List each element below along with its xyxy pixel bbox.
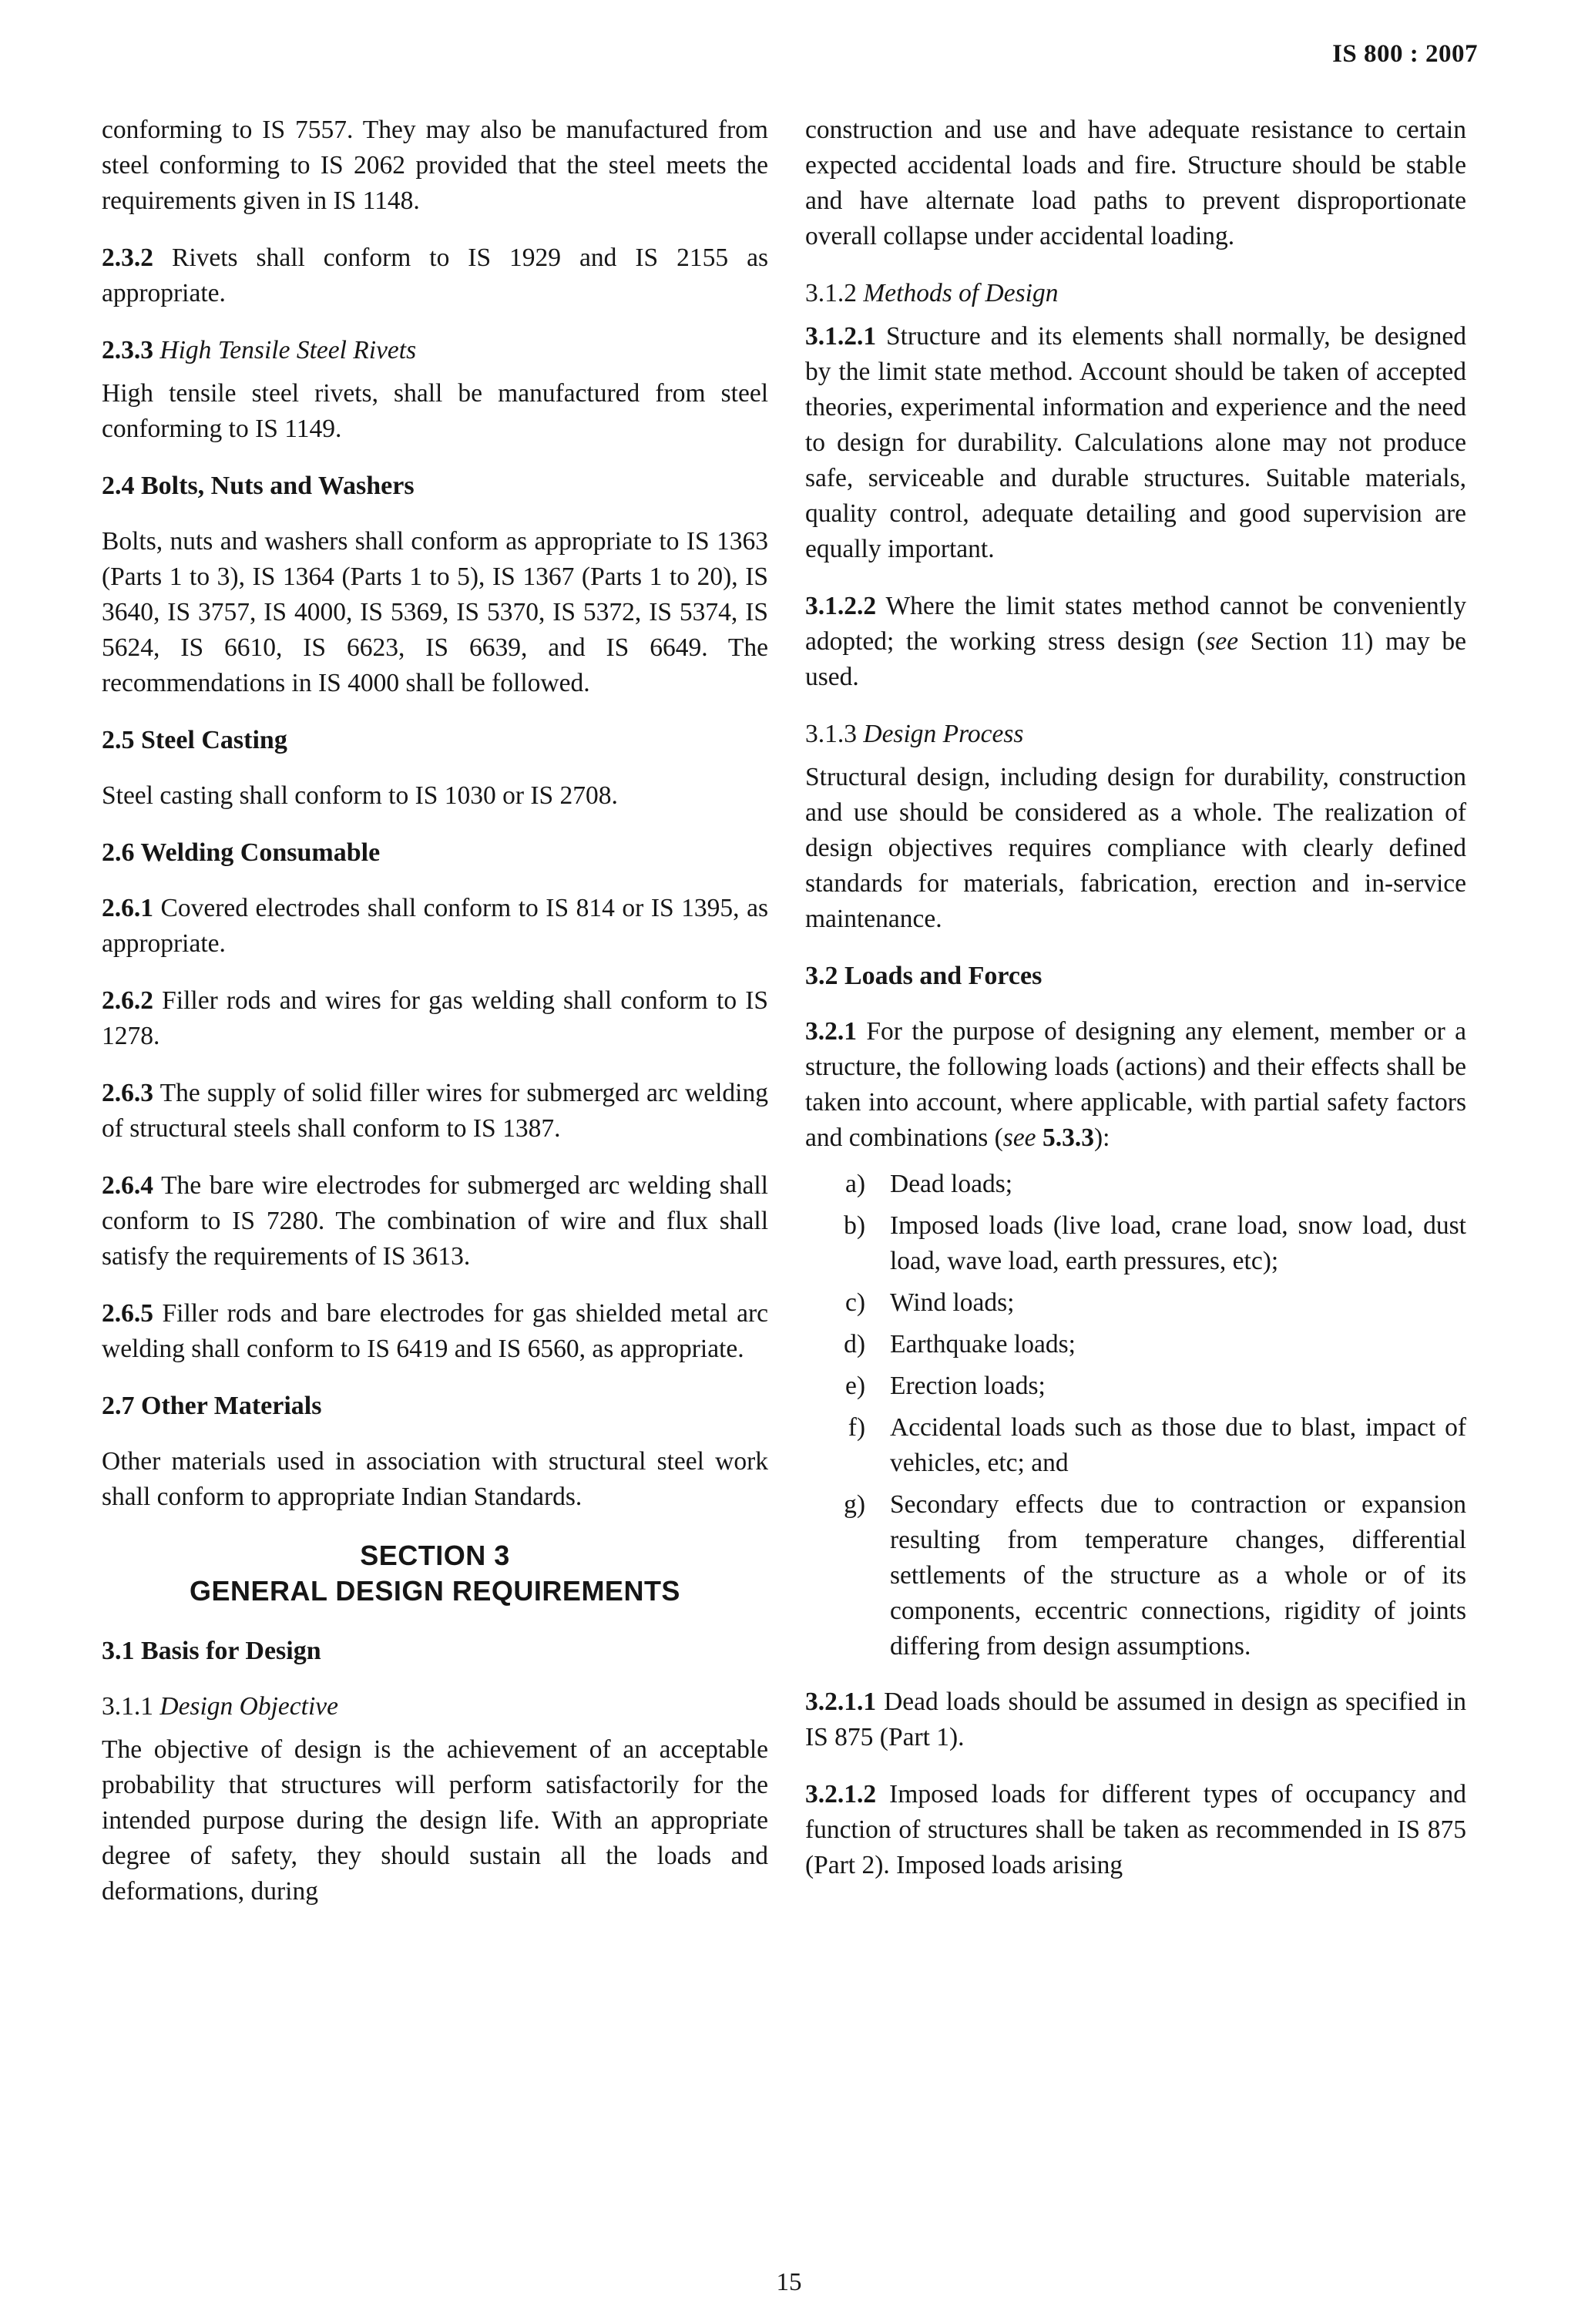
clause-3-2-1-1	[805, 1684, 1466, 1755]
list-marker: b)	[844, 1211, 865, 1240]
clause-3-1-2-heading	[805, 276, 1466, 311]
standard-id: IS 800 : 2007	[1332, 40, 1478, 68]
list-item	[805, 1327, 1466, 1362]
heading-2-6: 2.6 Welding Consumable	[102, 838, 381, 867]
list-item	[805, 1410, 1466, 1481]
page-number: 15	[776, 2269, 802, 2296]
clause-number: 3.1.1	[102, 1692, 153, 1721]
clause-text: Covered electrodes shall conform to IS 814 or IS 1395, as appropriate.	[102, 894, 768, 958]
list-text: Earthquake loads;	[890, 1330, 1076, 1358]
list-marker: d)	[844, 1330, 865, 1358]
list-text: Dead loads;	[890, 1170, 1013, 1198]
clause-2-3-2	[102, 240, 768, 311]
clause-2-6-3	[102, 1076, 768, 1147]
left-column	[102, 113, 768, 1931]
clause-number: 2.3.2	[102, 243, 153, 272]
clause-number: 2.3.3	[102, 336, 153, 364]
list-item	[805, 1487, 1466, 1664]
clause-reference: 5.3.3	[1036, 1123, 1094, 1152]
list-marker: g)	[844, 1490, 865, 1519]
section-number: SECTION 3	[360, 1540, 510, 1571]
clause-3-1-3-text: Structural design, including design for durability, construction and use should be considered as a whole. The realization of design objectives requires compliance with clearly defined standards for materials, fabrication, erection and in-service maintenance.	[805, 763, 1466, 933]
list-item	[805, 1369, 1466, 1404]
clause-number: 3.1.2	[805, 279, 857, 307]
clause-text: Where the limit states method cannot be conveniently adopted; the working stress design (	[805, 592, 1466, 656]
clause-2-3-3-heading	[102, 333, 768, 368]
clause-2-3-3-text: High tensile steel rivets, shall be manufactured from steel conforming to IS 1149.	[102, 379, 768, 443]
clause-number: 3.1.3	[805, 720, 857, 748]
heading-2-7: 2.7 Other Materials	[102, 1392, 322, 1420]
clause-text: The supply of solid filler wires for submerged arc welding of structural steels shall conform to IS 1387.	[102, 1079, 768, 1143]
clause-2-6-2	[102, 983, 768, 1054]
clause-number: 2.6.1	[102, 894, 153, 922]
clause-3-1-2-2	[805, 589, 1466, 695]
clause-3-2-1	[805, 1014, 1466, 1156]
clause-number: 3.2.1.1	[805, 1688, 877, 1716]
clause-2-4-text: Bolts, nuts and washers shall conform as appropriate to IS 1363 (Parts 1 to 3), IS 1364 (Parts 1 to 5), IS 1367 (Parts 1 to 20), IS 3640, IS 3757, IS 4000, IS 5369, IS 5370, IS 5372, IS 5374, IS 5624, IS 6610, IS 6623, IS 6639, and IS 6649. The recommendations in IS 4000 shall be followed.	[102, 527, 768, 697]
list-marker: a)	[844, 1170, 865, 1198]
clause-text: For the purpose of designing any element, member or a structure, the following loads (actions) and their effects shall be taken into account, where applicable, with partial safety factors and combinations (	[805, 1017, 1466, 1152]
clause-number: 2.6.2	[102, 986, 153, 1015]
list-text: Accidental loads such as those due to blast, impact of vehicles, etc; and	[890, 1413, 1466, 1477]
clause-title: Design Objective	[153, 1692, 338, 1721]
heading-2-4: 2.4 Bolts, Nuts and Washers	[102, 472, 415, 500]
right-column	[805, 113, 1466, 1905]
see-reference: see	[1002, 1123, 1036, 1152]
clause-title: High Tensile Steel Rivets	[153, 336, 417, 364]
list-item	[805, 1167, 1466, 1202]
clause-number: 3.1.2.1	[805, 322, 877, 351]
section-heading	[102, 1538, 768, 1609]
clause-number: 3.2.1	[805, 1017, 857, 1046]
load-list	[805, 1167, 1466, 1664]
clause-number: 3.2.1.2	[805, 1780, 877, 1808]
clause-number: 3.1.2.2	[805, 592, 877, 620]
list-text: Wind loads;	[890, 1288, 1015, 1317]
list-marker: f)	[848, 1413, 865, 1442]
clause-text-end: Section 11) may be used.	[805, 627, 1466, 691]
heading-3-2: 3.2 Loads and Forces	[805, 962, 1042, 990]
clause-2-7-text: Other materials used in association with structural steel work shall conform to appropriate Indian Standards.	[102, 1447, 768, 1511]
clause-text: The bare wire electrodes for submerged arc welding shall conform to IS 7280. The combination of wire and flux shall satisfy the requirements of IS 3613.	[102, 1171, 768, 1271]
list-marker: c)	[844, 1288, 865, 1317]
clause-number: 2.6.3	[102, 1079, 153, 1107]
clause-text: Filler rods and bare electrodes for gas shielded metal arc welding shall conform to IS 6419 and IS 6560, as appropriate.	[102, 1299, 768, 1363]
see-reference: see	[1205, 627, 1239, 656]
list-text: Secondary effects due to contraction or expansion resulting from temperature changes, differential settlements of the structure as a whole or of its components, eccentric connections, rigidity of joints differing from design assumptions.	[890, 1490, 1466, 1661]
clause-text: Structure and its elements shall normally, be designed by the limit state method. Account should be taken of accepted theories, experimental information and experience and the need to design for durability. Calculations alone may not produce safe, serviceable and durable structures. Suitable materials, quality control, adequate detailing and good supervision are equally important.	[805, 322, 1466, 563]
clause-2-6-5	[102, 1296, 768, 1367]
clause-2-5-text: Steel casting shall conform to IS 1030 or IS 2708.	[102, 781, 618, 810]
paragraph-continuation: construction and use and have adequate resistance to certain expected accidental loads and fire. Structure should be stable and have alternate load paths to prevent disproportionate overall collapse under accidental loading.	[805, 116, 1466, 250]
clause-title: Design Process	[857, 720, 1024, 748]
list-item	[805, 1208, 1466, 1279]
clause-3-1-1-heading	[102, 1689, 768, 1725]
section-title: GENERAL DESIGN REQUIREMENTS	[190, 1575, 680, 1607]
clause-text: Imposed loads for different types of occupancy and function of structures shall be taken as recommended in IS 875 (Part 2). Imposed loads arising	[805, 1780, 1466, 1879]
clause-3-1-2-1	[805, 319, 1466, 567]
clause-text: Rivets shall conform to IS 1929 and IS 2155 as appropriate.	[102, 243, 768, 307]
clause-3-1-1-text: The objective of design is the achievement of an acceptable probability that structures will perform satisfactorily for the intended purpose during the design life. With an appropriate degree of safety, they should sustain all the loads and deformations, during	[102, 1735, 768, 1906]
clause-3-2-1-2	[805, 1777, 1466, 1883]
clause-text: Dead loads should be assumed in design as specified in IS 875 (Part 1).	[805, 1688, 1466, 1751]
list-text: Erection loads;	[890, 1372, 1046, 1400]
clause-3-1-3-heading	[805, 717, 1466, 752]
heading-2-5: 2.5 Steel Casting	[102, 726, 287, 754]
list-text: Imposed loads (live load, crane load, snow load, dust load, wave load, earth pressures, etc);	[890, 1211, 1466, 1275]
clause-text: Filler rods and wires for gas welding shall conform to IS 1278.	[102, 986, 768, 1050]
list-marker: e)	[844, 1372, 865, 1400]
paragraph-continuation: conforming to IS 7557. They may also be manufactured from steel conforming to IS 2062 provided that the steel meets the requirements given in IS 1148.	[102, 116, 768, 215]
clause-2-6-4	[102, 1168, 768, 1275]
clause-2-6-1	[102, 891, 768, 962]
clause-number: 2.6.4	[102, 1171, 153, 1200]
heading-3-1: 3.1 Basis for Design	[102, 1637, 321, 1665]
clause-text-end: ):	[1093, 1123, 1110, 1152]
clause-title: Methods of Design	[857, 279, 1059, 307]
clause-number: 2.6.5	[102, 1299, 153, 1328]
list-item	[805, 1285, 1466, 1321]
